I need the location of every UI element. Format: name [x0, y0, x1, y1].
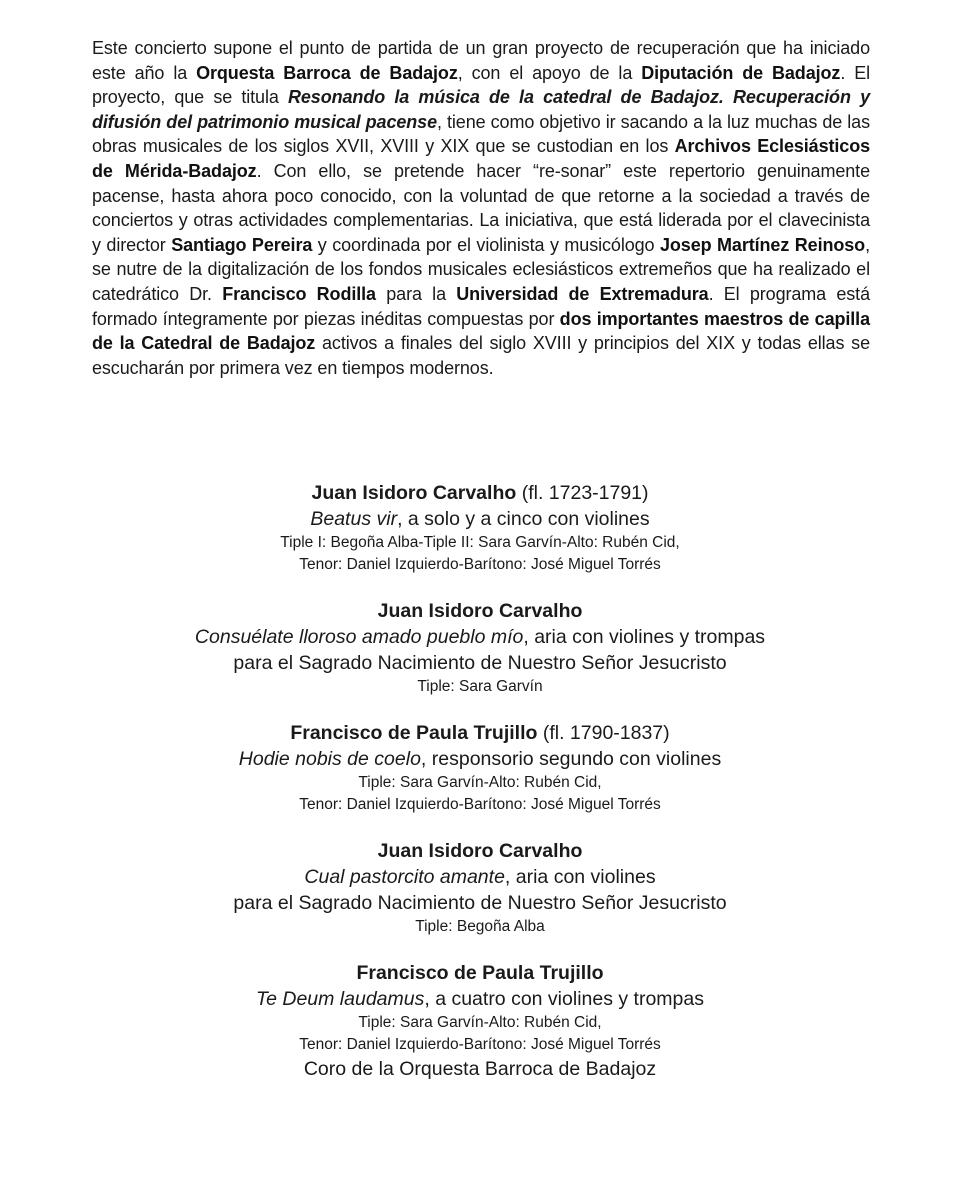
- program-piece-1: [0, 480, 960, 576]
- intro-text: . El proyecto, que se titula: [92, 62, 870, 108]
- composer-line: [0, 720, 960, 746]
- work-title: Consuélate lloroso amado pueblo mío: [194, 626, 524, 648]
- composers-highlight: dos importantes maestros de capilla de la Catedral de Badajoz: [92, 308, 870, 354]
- work-title: Cual pastorcito amante: [304, 866, 505, 888]
- singers-line: Tiple: Sara Garvín-Alto: Rubén Cid,: [358, 774, 602, 791]
- singers-line: Tenor: Daniel Izquierdo-Barítono: José Miguel Torrés: [299, 1036, 661, 1053]
- work-description: , responsorio segundo con violines: [420, 748, 722, 770]
- composer-line: [0, 480, 960, 506]
- document-page: [92, 36, 870, 380]
- work-title: Te Deum laudamus: [255, 988, 425, 1010]
- singers-line: Tiple I: Begoña Alba-Tiple II: Sara Garvín-Alto: Rubén Cid,: [280, 534, 680, 551]
- work-line: [0, 746, 960, 772]
- work-title: Hodie nobis de coelo: [238, 748, 421, 770]
- work-description: , aria con violines y trompas: [523, 626, 766, 648]
- singers-line: Tenor: Daniel Izquierdo-Barítono: José Miguel Torrés: [299, 556, 661, 573]
- intro-paragraph: [92, 36, 870, 380]
- intro-text: . El programa está formado íntegramente por piezas inéditas compuestas por: [92, 283, 870, 329]
- composer-name: Francisco de Paula Trujillo: [356, 962, 604, 984]
- work-line: [0, 624, 960, 650]
- project-title: Resonando la música de la catedral de Badajoz. Recuperación y difusión del patrimonio musical pacense: [92, 87, 870, 132]
- program-piece-4: [0, 838, 960, 938]
- orchestra-name: Orquesta Barroca de Badajoz: [196, 62, 458, 83]
- work-subtitle: para el Sagrado Nacimiento de Nuestro Señor Jesucristo: [233, 652, 727, 674]
- director-name: Santiago Pereira: [171, 234, 313, 255]
- singers-line: Tiple: Sara Garvín: [417, 678, 543, 695]
- program-piece-3: [0, 720, 960, 816]
- work-line: [0, 506, 960, 532]
- concert-program: [0, 480, 960, 1104]
- intro-text: para la: [375, 283, 457, 304]
- program-piece-2: [0, 598, 960, 698]
- coordinator-name: Josep Martínez Reinoso: [659, 234, 866, 255]
- composer-line: [0, 960, 960, 986]
- work-line: [0, 864, 960, 890]
- singers-line: Tenor: Daniel Izquierdo-Barítono: José Miguel Torrés: [299, 796, 661, 813]
- intro-text: . Con ello, se pretende hacer “re-sonar” este repertorio genuinamente pacense, hasta ahora poco conocido, con la voluntad de que retorne a la sociedad a través de conciertos y otras actividades complementarias. La iniciativa, que está liderada por el clavecinista y director: [92, 160, 870, 255]
- university-name: Universidad de Extremadura: [456, 283, 709, 304]
- work-description: , aria con violines: [504, 866, 656, 888]
- singers-line: Tiple: Sara Garvín-Alto: Rubén Cid,: [358, 1014, 602, 1031]
- intro-text: , se nutre de la digitalización de los fondos musicales eclesiásticos extremeños que ha realizado el catedrático Dr.: [92, 234, 870, 304]
- work-description: , a cuatro con violines y trompas: [424, 988, 704, 1010]
- work-subtitle: para el Sagrado Nacimiento de Nuestro Señor Jesucristo: [233, 892, 727, 914]
- composer-dates: (fl. 1790-1837): [537, 722, 670, 744]
- work-line: [0, 986, 960, 1012]
- choir-line: Coro de la Orquesta Barroca de Badajoz: [303, 1058, 657, 1080]
- composer-name: Juan Isidoro Carvalho: [311, 482, 517, 504]
- program-piece-5: [0, 960, 960, 1082]
- composer-name: Francisco de Paula Trujillo: [290, 722, 538, 744]
- intro-text: y coordinada por el violinista y musicólogo: [312, 234, 660, 255]
- intro-text: , tiene como objetivo ir sacando a la luz muchas de las obras musicales de los siglos XVII, XVIII y XIX que se custodian en los: [92, 111, 870, 157]
- composer-dates: (fl. 1723-1791): [516, 482, 649, 504]
- work-description: , a solo y a cinco con violines: [397, 508, 650, 530]
- archive-name: Archivos Eclesiásticos de Mérida-Badajoz: [92, 136, 870, 181]
- work-title: Beatus vir: [310, 508, 398, 530]
- professor-name: Francisco Rodilla: [222, 283, 376, 304]
- sponsor-name: Diputación de Badajoz: [641, 62, 841, 83]
- composer-name: Juan Isidoro Carvalho: [377, 840, 583, 862]
- composer-line: [0, 598, 960, 624]
- composer-line: [0, 838, 960, 864]
- intro-text: , con el apoyo de la: [457, 62, 642, 83]
- intro-text: activos a finales del siglo XVIII y principios del XIX y todas ellas se escucharán por primera vez en tiempos modernos.: [92, 333, 870, 378]
- singers-line: Tiple: Begoña Alba: [415, 918, 545, 935]
- intro-text: Este concierto supone el punto de partida de un gran proyecto de recuperación que ha iniciado este año la: [92, 38, 870, 83]
- composer-name: Juan Isidoro Carvalho: [377, 600, 583, 622]
